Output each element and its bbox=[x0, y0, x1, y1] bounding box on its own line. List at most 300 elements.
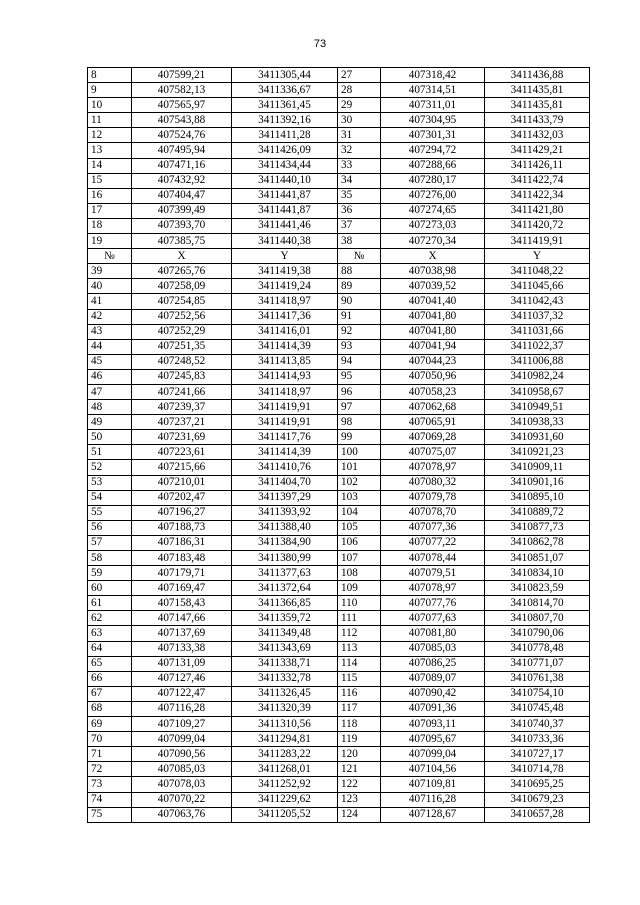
table-cell: 407318,42 bbox=[381, 68, 485, 83]
table-cell: 3411037,32 bbox=[485, 309, 590, 324]
table-cell: 407254,85 bbox=[132, 294, 232, 309]
table-cell: 407063,76 bbox=[132, 807, 232, 822]
table-cell: 3410740,37 bbox=[485, 717, 590, 732]
table-cell: 118 bbox=[338, 717, 381, 732]
table-cell: 67 bbox=[88, 686, 132, 701]
table-cell: 407239,37 bbox=[132, 400, 232, 415]
table-row bbox=[88, 309, 590, 324]
table-cell: 3411441,87 bbox=[232, 203, 338, 218]
table-cell: 3411343,69 bbox=[232, 641, 338, 656]
table-cell: 407237,21 bbox=[132, 415, 232, 430]
table-cell: 407079,78 bbox=[381, 490, 485, 505]
table-cell: 3411419,91 bbox=[232, 400, 338, 415]
table-cell: 407122,47 bbox=[132, 686, 232, 701]
table-row bbox=[88, 294, 590, 309]
table-cell: 3411419,91 bbox=[232, 415, 338, 430]
table-cell: 407089,07 bbox=[381, 671, 485, 686]
table-cell: 3411310,56 bbox=[232, 717, 338, 732]
table-cell: 73 bbox=[88, 777, 132, 792]
table-cell: 11 bbox=[88, 113, 132, 128]
table-row bbox=[88, 520, 590, 535]
table-row bbox=[88, 505, 590, 520]
table-cell: 94 bbox=[338, 354, 381, 369]
table-cell: 117 bbox=[338, 701, 381, 716]
table-cell: 3411393,92 bbox=[232, 505, 338, 520]
table-cell: 3411388,40 bbox=[232, 520, 338, 535]
table-cell: Y bbox=[232, 249, 338, 264]
table-cell: 102 bbox=[338, 475, 381, 490]
table-row bbox=[88, 68, 590, 83]
table-cell: 3411440,38 bbox=[232, 234, 338, 249]
table-cell: 3410679,23 bbox=[485, 792, 590, 807]
table-cell: 3411419,38 bbox=[232, 264, 338, 279]
table-cell: 47 bbox=[88, 384, 132, 399]
table-cell: 27 bbox=[338, 68, 381, 83]
table-row bbox=[88, 490, 590, 505]
table-cell: 407188,73 bbox=[132, 520, 232, 535]
table-cell: 29 bbox=[338, 98, 381, 113]
table-cell: 10 bbox=[88, 98, 132, 113]
table-cell: 3411336,67 bbox=[232, 83, 338, 98]
table-cell: 407202,47 bbox=[132, 490, 232, 505]
table-row bbox=[88, 264, 590, 279]
table-row bbox=[88, 143, 590, 158]
table-cell: 101 bbox=[338, 460, 381, 475]
table-cell: 109 bbox=[338, 581, 381, 596]
table-row bbox=[88, 475, 590, 490]
table-cell: 407251,35 bbox=[132, 339, 232, 354]
table-cell: 61 bbox=[88, 596, 132, 611]
table-cell: 75 bbox=[88, 807, 132, 822]
table-cell: 106 bbox=[338, 535, 381, 550]
table-cell: 19 bbox=[88, 234, 132, 249]
table-cell: 3411305,44 bbox=[232, 68, 338, 83]
table-cell: 52 bbox=[88, 460, 132, 475]
table-cell: 119 bbox=[338, 732, 381, 747]
table-cell: 407081,80 bbox=[381, 626, 485, 641]
table-cell: 3411377,63 bbox=[232, 566, 338, 581]
table-cell: 407041,94 bbox=[381, 339, 485, 354]
table-cell: 112 bbox=[338, 626, 381, 641]
table-cell: 104 bbox=[338, 505, 381, 520]
table-cell: 3410695,25 bbox=[485, 777, 590, 792]
table-cell: 3411349,48 bbox=[232, 626, 338, 641]
table-cell: 3411380,99 bbox=[232, 551, 338, 566]
table-cell: 68 bbox=[88, 701, 132, 716]
table-cell: 120 bbox=[338, 747, 381, 762]
table-cell: 13 bbox=[88, 143, 132, 158]
table-cell: 53 bbox=[88, 475, 132, 490]
table-cell: 100 bbox=[338, 445, 381, 460]
table-cell: 98 bbox=[338, 415, 381, 430]
table-cell: 407078,70 bbox=[381, 505, 485, 520]
table-row bbox=[88, 415, 590, 430]
table-cell: 407223,61 bbox=[132, 445, 232, 460]
table-cell: 54 bbox=[88, 490, 132, 505]
table-cell: 407077,76 bbox=[381, 596, 485, 611]
table-cell: 3411252,92 bbox=[232, 777, 338, 792]
page-number: 73 bbox=[313, 38, 327, 50]
table-cell: 3410895,10 bbox=[485, 490, 590, 505]
table-cell: 407385,75 bbox=[132, 234, 232, 249]
table-cell: 3410931,60 bbox=[485, 430, 590, 445]
table-cell: 407294,72 bbox=[381, 143, 485, 158]
table-cell: 105 bbox=[338, 520, 381, 535]
table-row bbox=[88, 641, 590, 656]
table-cell: 71 bbox=[88, 747, 132, 762]
table-cell: 3411031,66 bbox=[485, 324, 590, 339]
table-cell: 407133,38 bbox=[132, 641, 232, 656]
table-cell: 407399,49 bbox=[132, 203, 232, 218]
table-cell: 407210,01 bbox=[132, 475, 232, 490]
table-cell: 3410761,38 bbox=[485, 671, 590, 686]
table-cell: 3410949,51 bbox=[485, 400, 590, 415]
table-cell: 39 bbox=[88, 264, 132, 279]
table-cell: 407070,22 bbox=[132, 792, 232, 807]
table-cell: 407062,68 bbox=[381, 400, 485, 415]
table-cell: 3411022,37 bbox=[485, 339, 590, 354]
table-cell: 18 bbox=[88, 218, 132, 233]
table-cell: 3411392,16 bbox=[232, 113, 338, 128]
table-row bbox=[88, 354, 590, 369]
table-cell: 407147,66 bbox=[132, 611, 232, 626]
table-cell: 55 bbox=[88, 505, 132, 520]
table-cell: 3410727,17 bbox=[485, 747, 590, 762]
table-cell: 3411006,88 bbox=[485, 354, 590, 369]
table-cell: 3410814,70 bbox=[485, 596, 590, 611]
table-cell: 407058,23 bbox=[381, 384, 485, 399]
table-cell: 72 bbox=[88, 762, 132, 777]
table-cell: 3411420,72 bbox=[485, 218, 590, 233]
table-cell: 3410657,28 bbox=[485, 807, 590, 822]
table-cell: 3410862,78 bbox=[485, 535, 590, 550]
table-cell: 30 bbox=[338, 113, 381, 128]
table-cell: 3411404,70 bbox=[232, 475, 338, 490]
table-cell: 90 bbox=[338, 294, 381, 309]
table-cell: 89 bbox=[338, 279, 381, 294]
table-cell: 407524,76 bbox=[132, 128, 232, 143]
table-cell: 407127,46 bbox=[132, 671, 232, 686]
table-cell: 3411417,76 bbox=[232, 430, 338, 445]
table-cell: 49 bbox=[88, 415, 132, 430]
table-row bbox=[88, 369, 590, 384]
table-row bbox=[88, 158, 590, 173]
table-cell: 407565,97 bbox=[132, 98, 232, 113]
table-cell: 103 bbox=[338, 490, 381, 505]
table-cell: 407241,66 bbox=[132, 384, 232, 399]
table-cell: 3410982,24 bbox=[485, 369, 590, 384]
table-cell: 3410909,11 bbox=[485, 460, 590, 475]
table-cell: 407471,16 bbox=[132, 158, 232, 173]
table-cell: 3411361,45 bbox=[232, 98, 338, 113]
table-cell: 3411372,64 bbox=[232, 581, 338, 596]
table-cell: 3410754,10 bbox=[485, 686, 590, 701]
table-cell: 407265,76 bbox=[132, 264, 232, 279]
table-cell: 407128,67 bbox=[381, 807, 485, 822]
table-cell: 407077,22 bbox=[381, 535, 485, 550]
table-cell: 3411366,85 bbox=[232, 596, 338, 611]
table-cell: 407091,36 bbox=[381, 701, 485, 716]
table-row bbox=[88, 717, 590, 732]
table-cell: 3411426,09 bbox=[232, 143, 338, 158]
table-cell: 64 bbox=[88, 641, 132, 656]
table-cell: 92 bbox=[338, 324, 381, 339]
table-row bbox=[88, 626, 590, 641]
table-cell: 3411326,45 bbox=[232, 686, 338, 701]
table-cell: 407215,66 bbox=[132, 460, 232, 475]
table-cell: 66 bbox=[88, 671, 132, 686]
table-row bbox=[88, 611, 590, 626]
table-cell: 3411422,34 bbox=[485, 188, 590, 203]
table-cell: 3410790,06 bbox=[485, 626, 590, 641]
table-cell: 3411205,52 bbox=[232, 807, 338, 822]
table-cell: 3411410,76 bbox=[232, 460, 338, 475]
table-cell: 56 bbox=[88, 520, 132, 535]
table-row bbox=[88, 551, 590, 566]
table-row bbox=[88, 792, 590, 807]
table-cell: 407099,04 bbox=[132, 732, 232, 747]
table-cell: 3410877,73 bbox=[485, 520, 590, 535]
table-cell: 33 bbox=[338, 158, 381, 173]
table-cell: 3410938,33 bbox=[485, 415, 590, 430]
table-row bbox=[88, 732, 590, 747]
table-cell: 407065,91 bbox=[381, 415, 485, 430]
table-cell: 115 bbox=[338, 671, 381, 686]
table-cell: 407104,56 bbox=[381, 762, 485, 777]
table-cell: 3411433,79 bbox=[485, 113, 590, 128]
table-cell: 110 bbox=[338, 596, 381, 611]
table-cell: 108 bbox=[338, 566, 381, 581]
table-cell: 3411048,22 bbox=[485, 264, 590, 279]
table-row bbox=[88, 581, 590, 596]
table-cell: 3410834,10 bbox=[485, 566, 590, 581]
table-cell: 3410921,23 bbox=[485, 445, 590, 460]
table-cell: 96 bbox=[338, 384, 381, 399]
table-row bbox=[88, 279, 590, 294]
table-cell: 63 bbox=[88, 626, 132, 641]
table-cell: 407280,17 bbox=[381, 173, 485, 188]
table-cell: 407311,01 bbox=[381, 98, 485, 113]
table-cell: 407273,03 bbox=[381, 218, 485, 233]
table-cell: 3411411,28 bbox=[232, 128, 338, 143]
table-cell: 407131,09 bbox=[132, 656, 232, 671]
table-row bbox=[88, 671, 590, 686]
table-row bbox=[88, 460, 590, 475]
table-cell: 3410733,36 bbox=[485, 732, 590, 747]
table-row bbox=[88, 173, 590, 188]
table-cell: 407085,03 bbox=[132, 762, 232, 777]
table-cell: № bbox=[88, 249, 132, 264]
table-cell: 3411384,90 bbox=[232, 535, 338, 550]
table-cell: 3411268,01 bbox=[232, 762, 338, 777]
table-cell: 407086,25 bbox=[381, 656, 485, 671]
table-cell: 407258,09 bbox=[132, 279, 232, 294]
table-cell: 407599,21 bbox=[132, 68, 232, 83]
table-row bbox=[88, 400, 590, 415]
table-cell: 407078,44 bbox=[381, 551, 485, 566]
table-cell: 50 bbox=[88, 430, 132, 445]
table-row bbox=[88, 339, 590, 354]
table-cell: 3411418,97 bbox=[232, 294, 338, 309]
table-cell: 45 bbox=[88, 354, 132, 369]
table-row bbox=[88, 113, 590, 128]
table-cell: 407038,98 bbox=[381, 264, 485, 279]
table-cell: 3411422,74 bbox=[485, 173, 590, 188]
table-cell: 407041,40 bbox=[381, 294, 485, 309]
table-row bbox=[88, 234, 590, 249]
table-cell: 3411338,71 bbox=[232, 656, 338, 671]
table-cell: 407543,88 bbox=[132, 113, 232, 128]
table-cell: 3411414,39 bbox=[232, 445, 338, 460]
table-cell: 3411416,01 bbox=[232, 324, 338, 339]
table-cell: 407077,63 bbox=[381, 611, 485, 626]
table-cell: 116 bbox=[338, 686, 381, 701]
table-cell: 3411441,87 bbox=[232, 188, 338, 203]
table-row bbox=[88, 128, 590, 143]
table-row bbox=[88, 656, 590, 671]
table-cell: 3411413,85 bbox=[232, 354, 338, 369]
table-row bbox=[88, 445, 590, 460]
coordinates-table bbox=[87, 67, 590, 823]
table-cell: 407495,94 bbox=[132, 143, 232, 158]
table-cell: 3411414,93 bbox=[232, 369, 338, 384]
table-cell: 407090,42 bbox=[381, 686, 485, 701]
table-row bbox=[88, 566, 590, 581]
table-cell: 407078,03 bbox=[132, 777, 232, 792]
table-cell: 16 bbox=[88, 188, 132, 203]
table-cell: 407137,69 bbox=[132, 626, 232, 641]
table-cell: 3410823,59 bbox=[485, 581, 590, 596]
table-row bbox=[88, 807, 590, 822]
table-cell: 407432,92 bbox=[132, 173, 232, 188]
table-cell: 407109,81 bbox=[381, 777, 485, 792]
table-cell: 3410807,70 bbox=[485, 611, 590, 626]
table-row bbox=[88, 535, 590, 550]
table-cell: 28 bbox=[338, 83, 381, 98]
table-cell: 35 bbox=[338, 188, 381, 203]
table-cell: 407116,28 bbox=[132, 701, 232, 716]
table-cell: 8 bbox=[88, 68, 132, 83]
table-cell: 407078,97 bbox=[381, 581, 485, 596]
table-cell: 3411418,97 bbox=[232, 384, 338, 399]
table-cell: 407196,27 bbox=[132, 505, 232, 520]
table-cell: 38 bbox=[338, 234, 381, 249]
table-cell: 3411435,81 bbox=[485, 83, 590, 98]
table-cell: 121 bbox=[338, 762, 381, 777]
table-cell: 3410958,67 bbox=[485, 384, 590, 399]
table-cell: 407085,03 bbox=[381, 641, 485, 656]
table-cell: 407304,95 bbox=[381, 113, 485, 128]
table-cell: 9 bbox=[88, 83, 132, 98]
table-cell: 3411440,10 bbox=[232, 173, 338, 188]
table-cell: 17 bbox=[88, 203, 132, 218]
table-cell: 58 bbox=[88, 551, 132, 566]
table-cell: 407270,34 bbox=[381, 234, 485, 249]
table-cell: 407039,52 bbox=[381, 279, 485, 294]
table-row bbox=[88, 762, 590, 777]
table-cell: 48 bbox=[88, 400, 132, 415]
table-cell: 3411426,11 bbox=[485, 158, 590, 173]
table-cell: 65 bbox=[88, 656, 132, 671]
table-cell: 59 bbox=[88, 566, 132, 581]
table-row bbox=[88, 218, 590, 233]
table-cell: 3411320,39 bbox=[232, 701, 338, 716]
table-cell: 3411419,91 bbox=[485, 234, 590, 249]
table-cell: 113 bbox=[338, 641, 381, 656]
table-cell: 407041,80 bbox=[381, 324, 485, 339]
table-cell: 3411419,24 bbox=[232, 279, 338, 294]
table-cell: 3411429,21 bbox=[485, 143, 590, 158]
table-cell: 107 bbox=[338, 551, 381, 566]
table-cell: 407077,36 bbox=[381, 520, 485, 535]
table-cell: 57 bbox=[88, 535, 132, 550]
table-cell: 3411042,43 bbox=[485, 294, 590, 309]
table-cell: 95 bbox=[338, 369, 381, 384]
table-cell: 88 bbox=[338, 264, 381, 279]
table-cell: 3411397,29 bbox=[232, 490, 338, 505]
table-cell: 44 bbox=[88, 339, 132, 354]
table-cell: 60 bbox=[88, 581, 132, 596]
table-cell: 70 bbox=[88, 732, 132, 747]
table-cell: 43 bbox=[88, 324, 132, 339]
table-row bbox=[88, 430, 590, 445]
table-cell: 3410714,78 bbox=[485, 762, 590, 777]
table-cell: 407095,67 bbox=[381, 732, 485, 747]
table-cell: X bbox=[132, 249, 232, 264]
table-cell: 407078,97 bbox=[381, 460, 485, 475]
table-cell: № bbox=[338, 249, 381, 264]
table-cell: 3411432,03 bbox=[485, 128, 590, 143]
table-cell: 3410778,48 bbox=[485, 641, 590, 656]
table-row bbox=[88, 596, 590, 611]
table-cell: 3411294,81 bbox=[232, 732, 338, 747]
table-cell: 3411436,88 bbox=[485, 68, 590, 83]
table-cell: 3410901,16 bbox=[485, 475, 590, 490]
table-cell: 407582,13 bbox=[132, 83, 232, 98]
table-cell: 407041,80 bbox=[381, 309, 485, 324]
table-cell: 32 bbox=[338, 143, 381, 158]
table-cell: 124 bbox=[338, 807, 381, 822]
table-cell: 123 bbox=[338, 792, 381, 807]
table-cell: 407245,83 bbox=[132, 369, 232, 384]
table-cell: 114 bbox=[338, 656, 381, 671]
table-cell: 3410851,07 bbox=[485, 551, 590, 566]
table-cell: 97 bbox=[338, 400, 381, 415]
table-cell: 111 bbox=[338, 611, 381, 626]
table-cell: 407099,04 bbox=[381, 747, 485, 762]
table-cell: 122 bbox=[338, 777, 381, 792]
table-cell: Y bbox=[485, 249, 590, 264]
table-cell: 407080,32 bbox=[381, 475, 485, 490]
table-row bbox=[88, 188, 590, 203]
table-cell: 40 bbox=[88, 279, 132, 294]
table-cell: 407093,11 bbox=[381, 717, 485, 732]
table-cell: 12 bbox=[88, 128, 132, 143]
table-row bbox=[88, 203, 590, 218]
table-cell: 407231,69 bbox=[132, 430, 232, 445]
table-cell: 407075,07 bbox=[381, 445, 485, 460]
table-cell: 99 bbox=[338, 430, 381, 445]
table-cell: 407044,23 bbox=[381, 354, 485, 369]
table-cell: 407288,66 bbox=[381, 158, 485, 173]
table-cell: 3411441,46 bbox=[232, 218, 338, 233]
table-cell: 36 bbox=[338, 203, 381, 218]
table-cell: 407050,96 bbox=[381, 369, 485, 384]
table-cell: 37 bbox=[338, 218, 381, 233]
table-header-row bbox=[88, 249, 590, 264]
table-cell: 91 bbox=[338, 309, 381, 324]
table-cell: 407109,27 bbox=[132, 717, 232, 732]
